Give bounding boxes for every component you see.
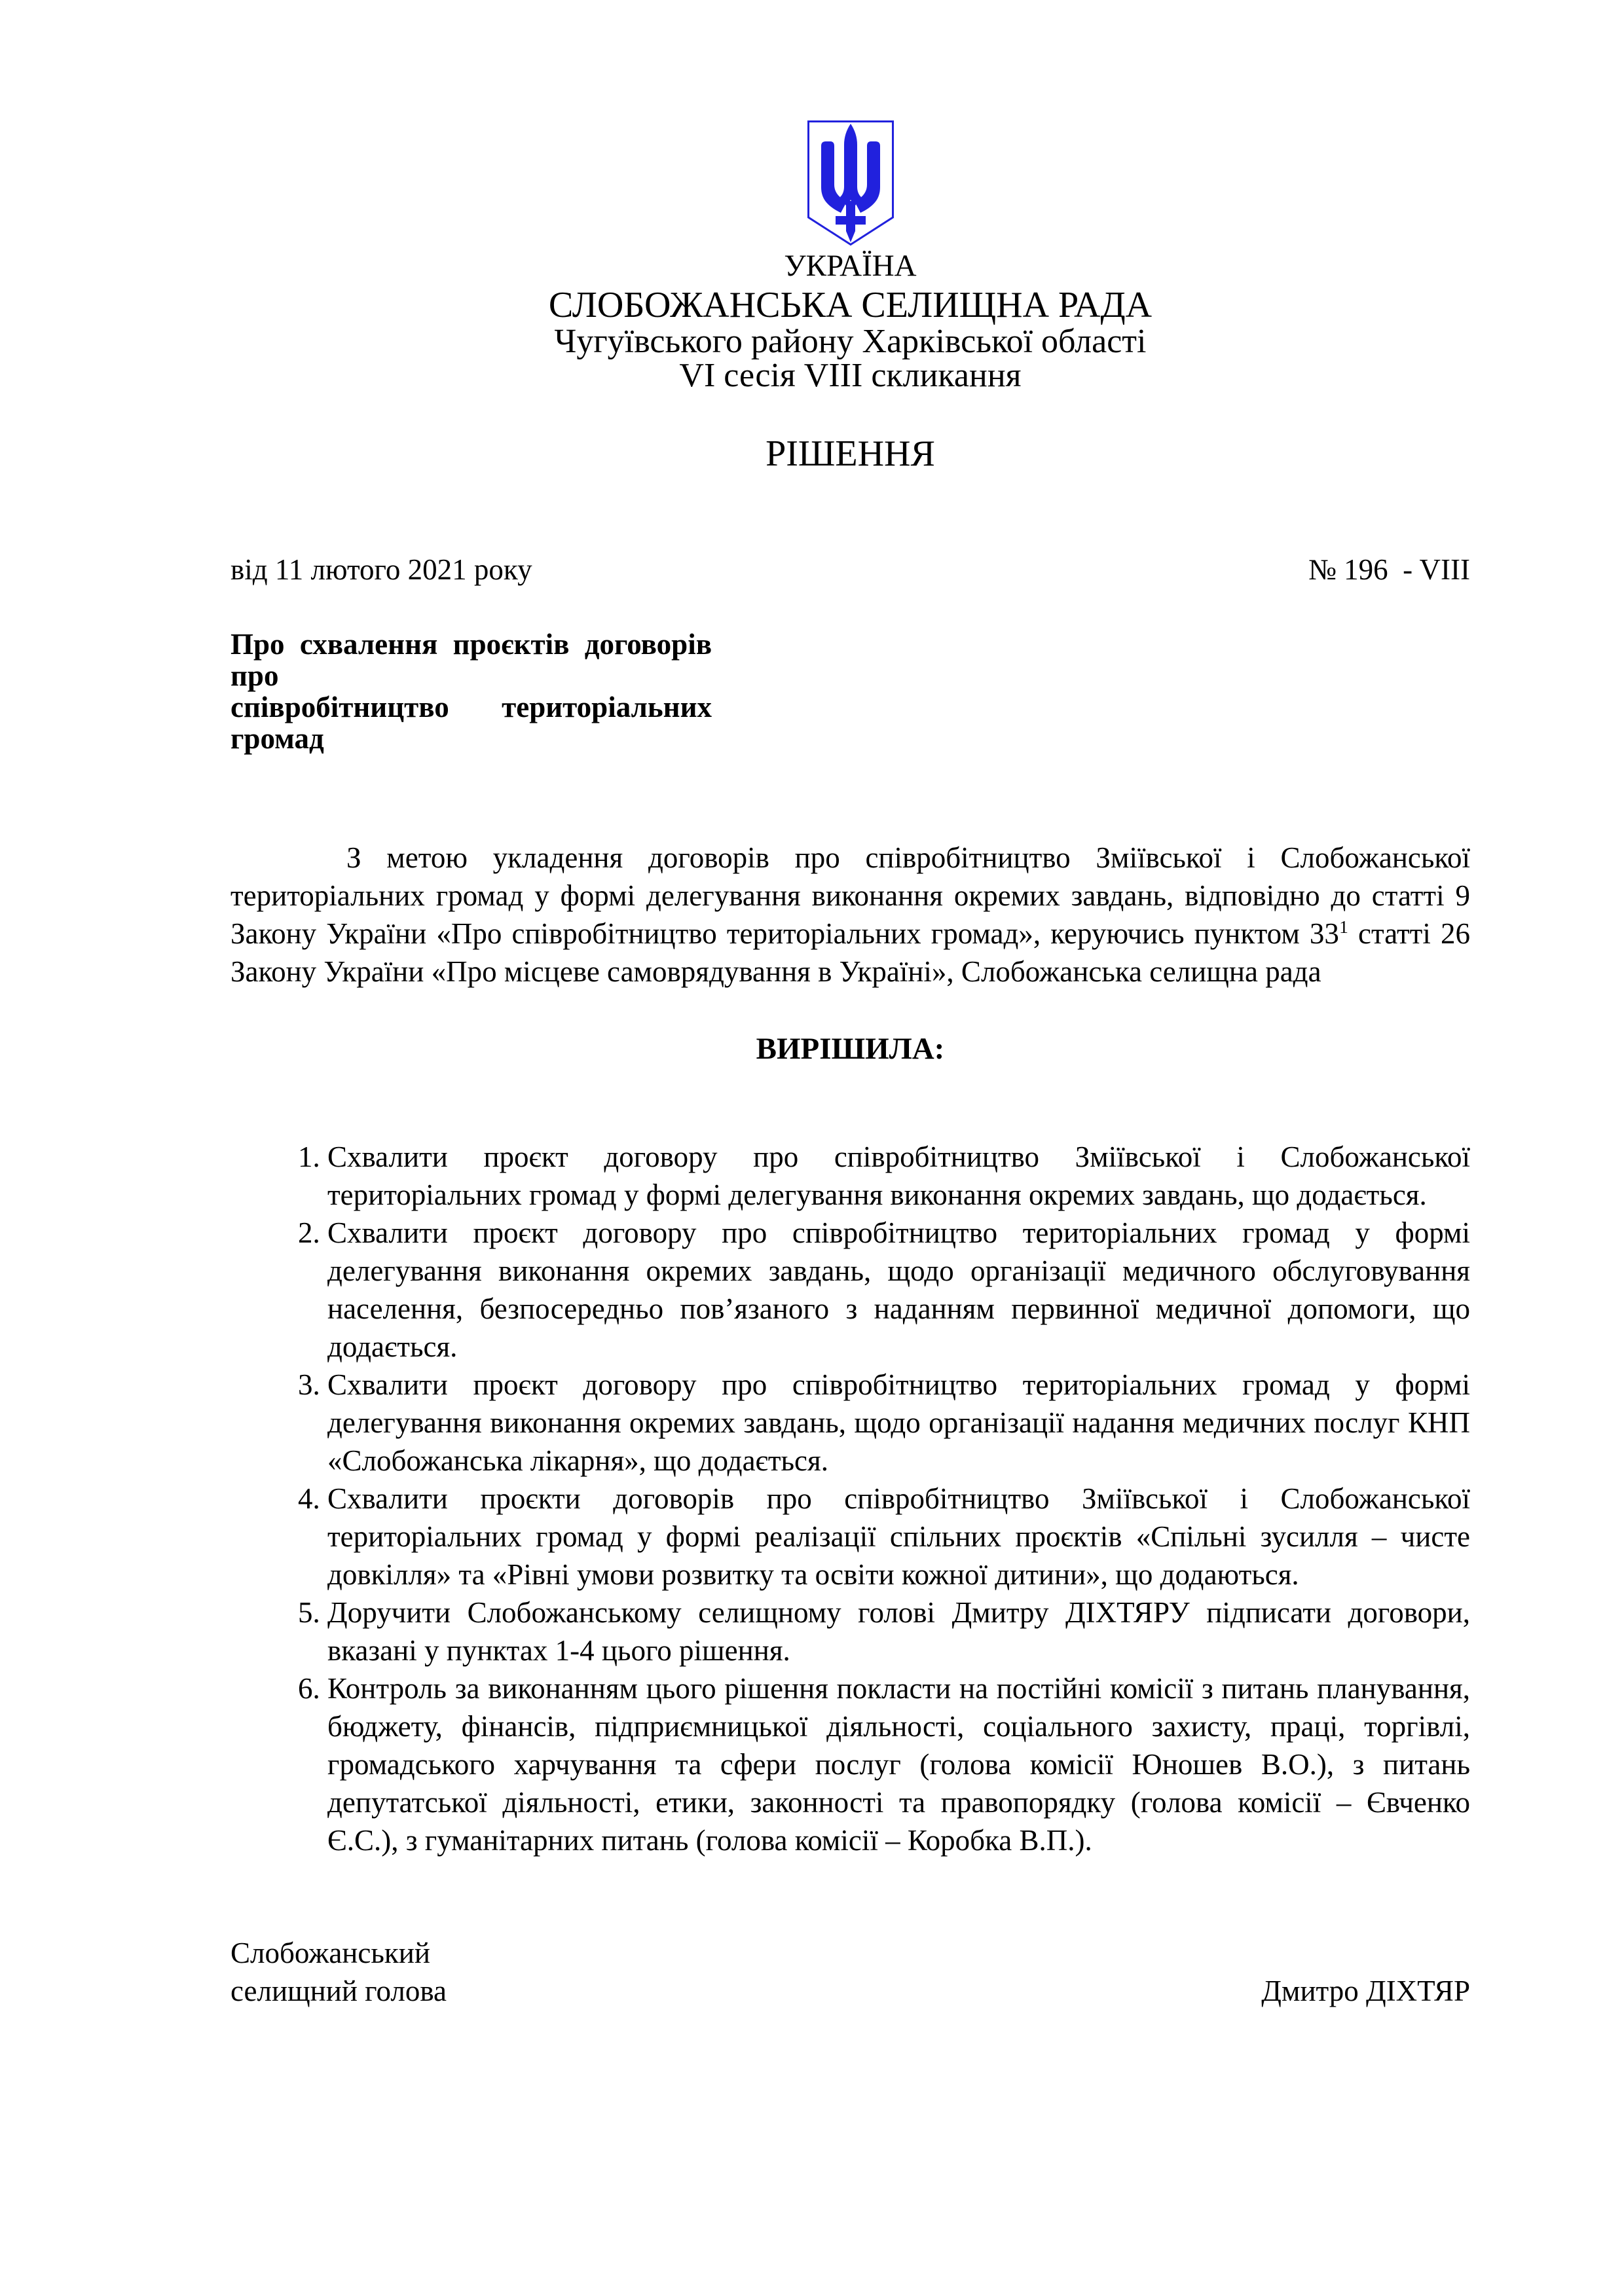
preamble-superscript: 1 [1338,917,1348,938]
signature-position [231,1934,447,2010]
document-type-title: РІШЕННЯ [766,433,935,474]
meta-row [231,551,1470,589]
resolution-item-5: 5. Доручити Слобожанському селищному голові Дмитру ДІХТЯРУ підписати договори, вказані у пунктах 1-4 цього рішення. [327,1594,1470,1669]
signature-name: Дмитро ДІХТЯР [1261,1975,1470,2007]
resolution-item-3: 3. Схвалити проєкт договору про співробітництво територіальних громад у формі делегування виконання окремих завдань, щодо організації надання медичних послуг КНП «Слобожанська лікарня», що додається. [327,1366,1470,1480]
preamble-text-part2: статті 26 Закону України «Про місцеве самоврядування в Україні», Слобожанська селищна рада [231,917,1470,988]
resolution-word: ВИРІШИЛА: [756,1032,945,1066]
subject-heading [231,629,712,754]
header-council-name: СЛОБОЖАНСЬКА СЕЛИЩНА РАДА [548,285,1153,325]
signature-position-line2: селищний голова [231,1975,447,2007]
signature-block [231,1934,1470,2010]
subject-heading-line2: співробітництво територіальних громад [231,691,712,755]
resolution-item-1: 1. Схвалити проєкт договору про співробітництво Зміївської і Слобожанської територіальних громад у формі делегування виконання окремих завдань, що додається. [327,1138,1470,1214]
preamble-text-part1: З метою укладення договорів про співробітництво Зміївської і Слобожанської територіальних громад у формі делегування виконання окремих завдань, відповідно до статті 9 Закону України «Про співробітництво територіальних громад», керуючись пунктом 33 [231,841,1470,950]
subject-heading-line1: Про схвалення проєктів договорів про [231,628,712,692]
header-country: УКРАЇНА [784,249,917,283]
document-date: від 11 лютого 2021 року [231,553,532,586]
resolution-item-4: 4. Схвалити проєкти договорів про співробітництво Зміївської і Слобожанської територіальних громад у формі реалізації спільних проєктів «Спільні зусилля – чисте довкілля» та «Рівні умови розвитку та освіти кожної дитини», що додаються. [327,1480,1470,1594]
resolution-item-2: 2. Схвалити проєкт договору про співробітництво територіальних громад у формі делегування виконання окремих завдань, щодо організації медичного обслуговування населення, безпосередньо пов’язаного з наданням первинної медичної допомоги, що додається. [327,1214,1470,1366]
preamble-paragraph [231,839,1470,991]
header-session: VI сесія VIII скликання [679,357,1022,394]
header-district: Чугуївського району Харківської області [554,323,1147,360]
ukraine-trident-emblem-icon [807,120,895,247]
resolution-item-6: 6. Контроль за виконанням цього рішення покласти на постійні комісії з питань планування, бюджету, фінансів, підприємницької діяльності, соціального захисту, праці, торгівлі, громадського харчування та сфери послуг (голова комісії Юношев В.О.), з питань депутатської діяльності, етики, законності та правопорядку (голова комісії – Євченко Є.С.), з гуманітарних питань (голова комісії – Коробка В.П.). [327,1669,1470,1859]
signature-position-line1: Слобожанський [231,1937,430,1969]
document-content [0,120,1624,2010]
resolution-items-list [231,1138,1470,1859]
document-number: № 196 - VIII [1308,553,1470,586]
